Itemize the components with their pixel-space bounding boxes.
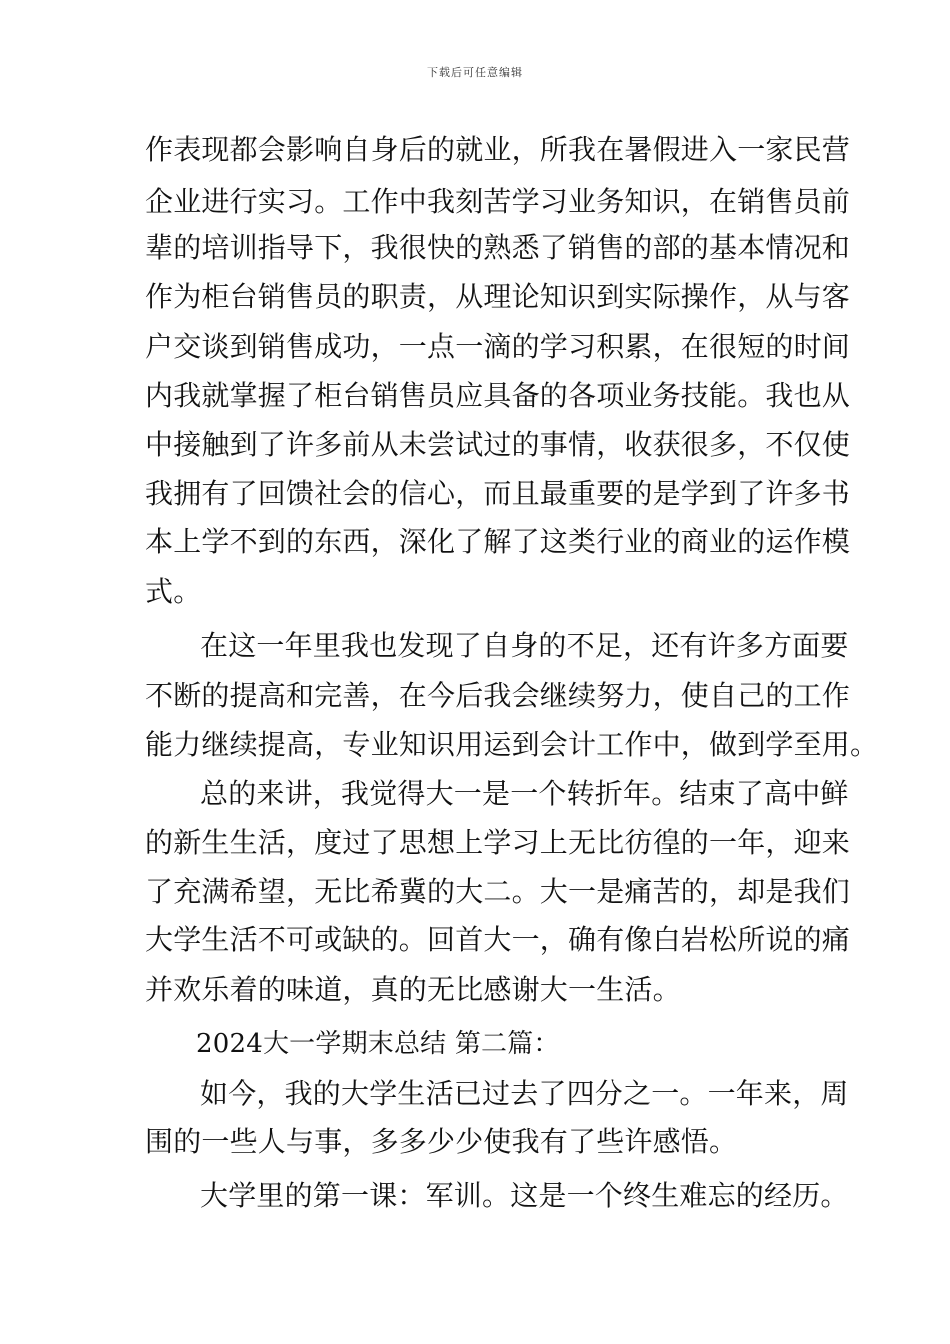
paragraph-line: 作表现都会影响自身后的就业，所我在暑假进入一家民营 (145, 133, 851, 166)
paragraph-line: 并欢乐着的味道，真的无比感谢大一生活。 (145, 973, 681, 1006)
paragraph-line: 式。 (145, 575, 202, 608)
paragraph-line: 不断的提高和完善，在今后我会继续努力，使自己的工作 (145, 679, 851, 712)
paragraph-line: 总的来讲，我觉得大一是一个转折年。结束了高中鲜 (200, 777, 849, 810)
paragraph-line: 户交谈到销售成功，一点一滴的学习积累，在很短的时间 (145, 330, 851, 363)
paragraph-line: 了充满希望，无比希冀的大二。大一是痛苦的，却是我们 (145, 875, 851, 908)
page-header: 下载后可任意编辑 (427, 66, 523, 79)
paragraph-line: 本上学不到的东西，深化了解了这类行业的商业的运作模 (145, 525, 851, 558)
paragraph-line: 内我就掌握了柜台销售员应具备的各项业务技能。我也从 (145, 379, 851, 412)
paragraph-line: 围的一些人与事，多多少少使我有了些许感悟。 (145, 1125, 738, 1158)
paragraph-line: 大学里的第一课：军训。这是一个终生难忘的经历。 (200, 1179, 849, 1212)
paragraph-line: 大学生活不可或缺的。回首大一，确有像白岩松所说的痛 (145, 923, 851, 956)
paragraph-line: 如今，我的大学生活已过去了四分之一。一年来，周 (200, 1077, 849, 1110)
paragraph-line: 的新生生活，度过了思想上学习上无比彷徨的一年，迎来 (145, 826, 851, 859)
paragraph-line: 企业进行实习。工作中我刻苦学习业务知识，在销售员前 (145, 185, 851, 218)
paragraph-line: 作为柜台销售员的职责，从理论知识到实际操作，从与客 (145, 280, 851, 313)
section-heading: 2024大一学期末总结 第二篇： (196, 1029, 560, 1059)
paragraph-line: 能力继续提高，专业知识用运到会计工作中，做到学至用。 (145, 728, 879, 761)
paragraph-line: 我拥有了回馈社会的信心，而且最重要的是学到了许多书 (145, 477, 851, 510)
paragraph-line: 辈的培训指导下，我很快的熟悉了销售的部的基本情况和 (145, 231, 851, 264)
paragraph-line: 中接触到了许多前从未尝试过的事情，收获很多，不仅使 (145, 428, 851, 461)
paragraph-line: 在这一年里我也发现了自身的不足，还有许多方面要 (200, 629, 849, 662)
